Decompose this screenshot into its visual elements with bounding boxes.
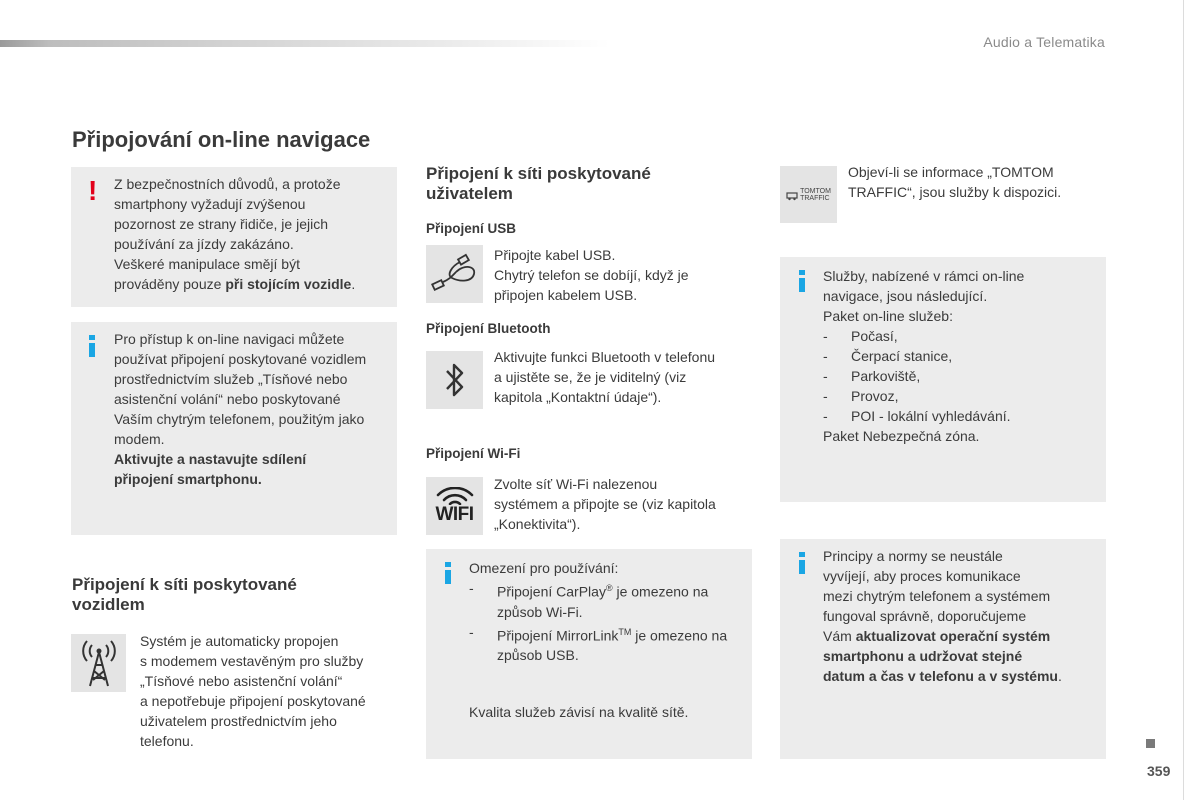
- vehicle-connection-text: Systém je automaticky propojen s modemem vestavěným pro služby „Tísňové nebo asistenční volání“ a nepotřebuje připojení poskytované uživatelem prostřednictvím jeho telefonu.: [140, 633, 366, 749]
- info-access-text: Pro přístup k on-line navigaci můžete používat připojení poskytované vozidlem prostřednictvím služeb „Tísňové nebo asistenční volání“ nebo poskytované Vaším chytrým telefonem, použitým jako modem. Aktivujte a nastavujte sdílení připojení smartphonu.: [114, 331, 367, 487]
- page-number: 359: [1147, 763, 1171, 779]
- info-icon: [88, 335, 95, 357]
- antenna-icon-tile: [71, 634, 126, 692]
- tomtom-icon-tile: [780, 166, 837, 223]
- usb-icon-tile: [426, 245, 483, 303]
- bluetooth-heading: Připojení Bluetooth: [426, 321, 551, 336]
- principles-text: Principy a normy se neustále vyvíjejí, aby proces komunikace mezi chytrým telefonem a systémem fungoval správně, doporučujeme Vám aktualizovat operační systém smartphonu a udržovat stejné datum a čas v telefonu a v systému.: [823, 548, 1062, 684]
- antenna-icon: [78, 638, 120, 688]
- list-item: - Připojení MirrorLink™ je omezeno na způsob USB.: [469, 622, 751, 666]
- info-icon: [798, 270, 805, 292]
- wifi-heading: Připojení Wi-Fi: [426, 446, 521, 461]
- warning-box: [71, 167, 397, 307]
- usb-text: Připojte kabel USB. Chytrý telefon se dobíjí, když je připojen kabelem USB.: [494, 247, 689, 303]
- user-connection-heading: Připojení k síti poskytované uživatelem: [426, 164, 651, 203]
- wifi-icon-text: WIFI: [435, 504, 474, 525]
- bluetooth-icon-tile: [426, 351, 483, 409]
- wifi-icon: [435, 487, 475, 505]
- list-item: - Počasí,: [823, 326, 1103, 346]
- bluetooth-text: Aktivujte funkci Bluetooth v telefonu a ujistěte se, že je viditelný (viz kapitola „Kontaktní údaje“).: [494, 349, 716, 405]
- list-item: - POI - lokální vyhledávání.: [823, 406, 1103, 426]
- wifi-icon-tile: [426, 477, 483, 535]
- tomtom-traffic-icon: TOMTOM TRAFFIC: [786, 188, 831, 202]
- warning-text: Z bezpečnostních důvodů, a protože smartphony vyžadují zvýšenou pozornost ze strany řidiče, je jejich používání za jízdy zakázáno. Veškeré manipulace smějí být prováděny pouze při stojícím vozidle.: [114, 176, 356, 292]
- section-label: Audio a Telematika: [983, 34, 1105, 50]
- info-box-limits: [426, 549, 752, 759]
- tomtom-text: Objeví-li se informace „TOMTOM TRAFFIC“, jsou služby k dispozici.: [848, 164, 1062, 200]
- list-item: - Provoz,: [823, 386, 1103, 406]
- info-box-access: [71, 322, 397, 535]
- list-item: - Připojení CarPlay® je omezeno na způsob Wi-Fi.: [469, 578, 751, 622]
- limits-list: [469, 578, 751, 665]
- info-icon: [798, 552, 805, 574]
- services-list: [823, 326, 1103, 426]
- info-icon: [444, 562, 451, 584]
- limits-text: Omezení pro používání: - Připojení CarPlay® je omezeno na způsob Wi-Fi. - Připojení MirrorLink™ je omezeno na způsob USB.: [469, 558, 751, 665]
- warning-icon: !: [88, 175, 98, 206]
- page-marker: [1146, 739, 1155, 748]
- vehicle-connection-heading: Připojení k síti poskytované vozidlem: [72, 575, 297, 614]
- usb-cable-icon: [430, 252, 480, 296]
- wifi-text: Zvolte síť Wi-Fi nalezenou systémem a připojte se (viz kapitola „Konektivita“).: [494, 476, 716, 532]
- info-box-services: [780, 257, 1106, 502]
- page-edge-rule: [1183, 0, 1184, 800]
- info-box-principles: [780, 539, 1106, 759]
- list-item: - Parkoviště,: [823, 366, 1103, 386]
- page-title: Připojování on-line navigace: [72, 127, 371, 152]
- header-gradient-bar: [0, 40, 610, 47]
- usb-heading: Připojení USB: [426, 221, 517, 236]
- services-text: Služby, nabízené v rámci on-line navigace, jsou následující. Paket on-line služeb: - Počasí, - Čerpací stanice, - Parkoviště, - Provoz, - POI - lokální vyhledávání. Paket Nebezpečná zóna.: [823, 266, 1103, 446]
- bluetooth-icon: [443, 360, 467, 400]
- limits-footer: Kvalita služeb závisí na kvalitě sítě.: [469, 704, 689, 720]
- list-item: - Čerpací stanice,: [823, 346, 1103, 366]
